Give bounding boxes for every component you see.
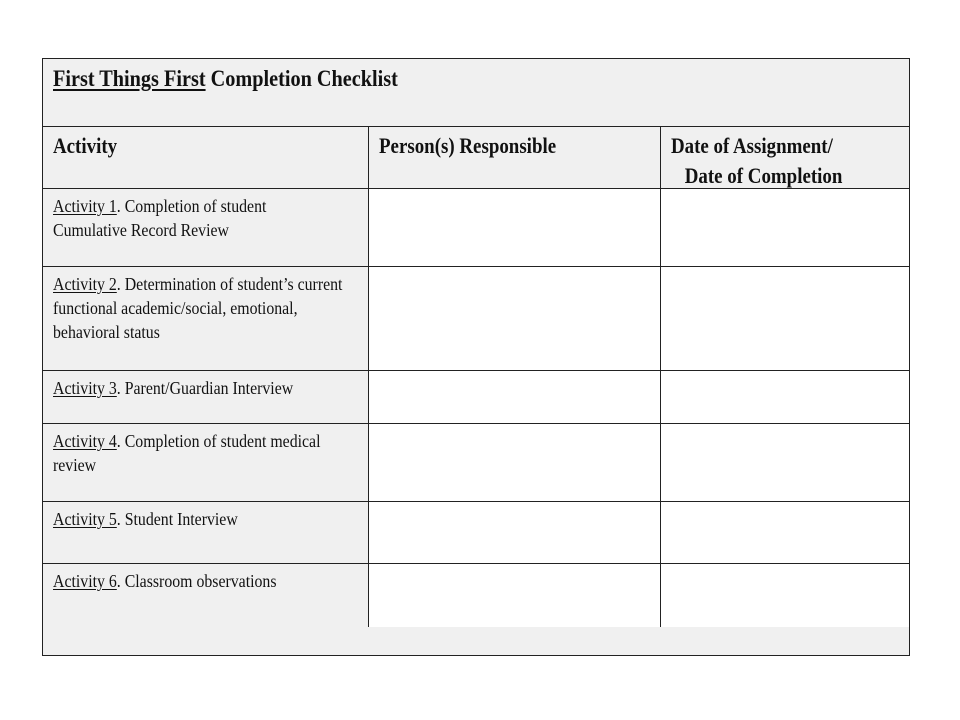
activity-label: Activity 5 (53, 509, 117, 529)
header-responsible (368, 127, 660, 188)
header-row (43, 127, 909, 189)
activity-label: Activity 2 (53, 274, 117, 294)
footer-row (43, 627, 909, 655)
activity-text (53, 429, 343, 477)
activity-description: . Student Interview (116, 509, 238, 529)
activity-cell (43, 371, 368, 423)
header-responsible-label: Person(s) Responsible (379, 133, 557, 158)
checklist-table (42, 58, 910, 656)
date-cell[interactable] (660, 424, 909, 501)
activity-text (53, 194, 343, 242)
activity-cell (43, 267, 368, 370)
activity-description: . Parent/Guardian Interview (116, 378, 294, 398)
page-title (53, 66, 398, 92)
responsible-cell[interactable] (368, 424, 660, 501)
activity-description: . Completion of student medical review (53, 431, 321, 475)
activity-label: Activity 1 (53, 196, 117, 216)
activity-label: Activity 6 (53, 571, 117, 591)
header-date (660, 127, 909, 188)
header-date-line2: Date of Completion (684, 163, 843, 188)
date-cell[interactable] (660, 267, 909, 370)
date-cell[interactable] (660, 371, 909, 423)
header-date-line1: Date of Assignment/ (671, 133, 833, 158)
header-activity-label: Activity (53, 133, 118, 158)
date-cell[interactable] (660, 564, 909, 628)
table-row (43, 371, 909, 424)
table-row (43, 189, 909, 267)
table-row (43, 564, 909, 629)
activity-label: Activity 3 (53, 378, 117, 398)
table-row (43, 424, 909, 502)
header-date-label (671, 131, 842, 191)
activity-cell (43, 502, 368, 563)
activity-text (53, 272, 343, 344)
activity-text (53, 376, 343, 400)
activity-cell (43, 424, 368, 501)
table-row (43, 267, 909, 371)
activity-description: . Completion of student Cumulative Record Review (53, 196, 267, 240)
responsible-cell[interactable] (368, 564, 660, 628)
responsible-cell[interactable] (368, 502, 660, 563)
responsible-cell[interactable] (368, 189, 660, 266)
activity-label: Activity 4 (53, 431, 117, 451)
activity-description: . Determination of student’s current functional academic/social, emotional, behavioral status (53, 274, 343, 342)
title-program-name: First Things First (53, 66, 206, 91)
title-rest: Completion Checklist (205, 66, 398, 91)
activity-text (53, 507, 343, 531)
header-activity (43, 127, 368, 188)
table-row (43, 502, 909, 564)
activity-cell (43, 564, 368, 628)
activity-cell (43, 189, 368, 266)
activity-description: . Classroom observations (116, 571, 277, 591)
activity-text (53, 569, 343, 593)
title-row (43, 59, 909, 127)
responsible-cell[interactable] (368, 371, 660, 423)
responsible-cell[interactable] (368, 267, 660, 370)
date-cell[interactable] (660, 189, 909, 266)
date-cell[interactable] (660, 502, 909, 563)
